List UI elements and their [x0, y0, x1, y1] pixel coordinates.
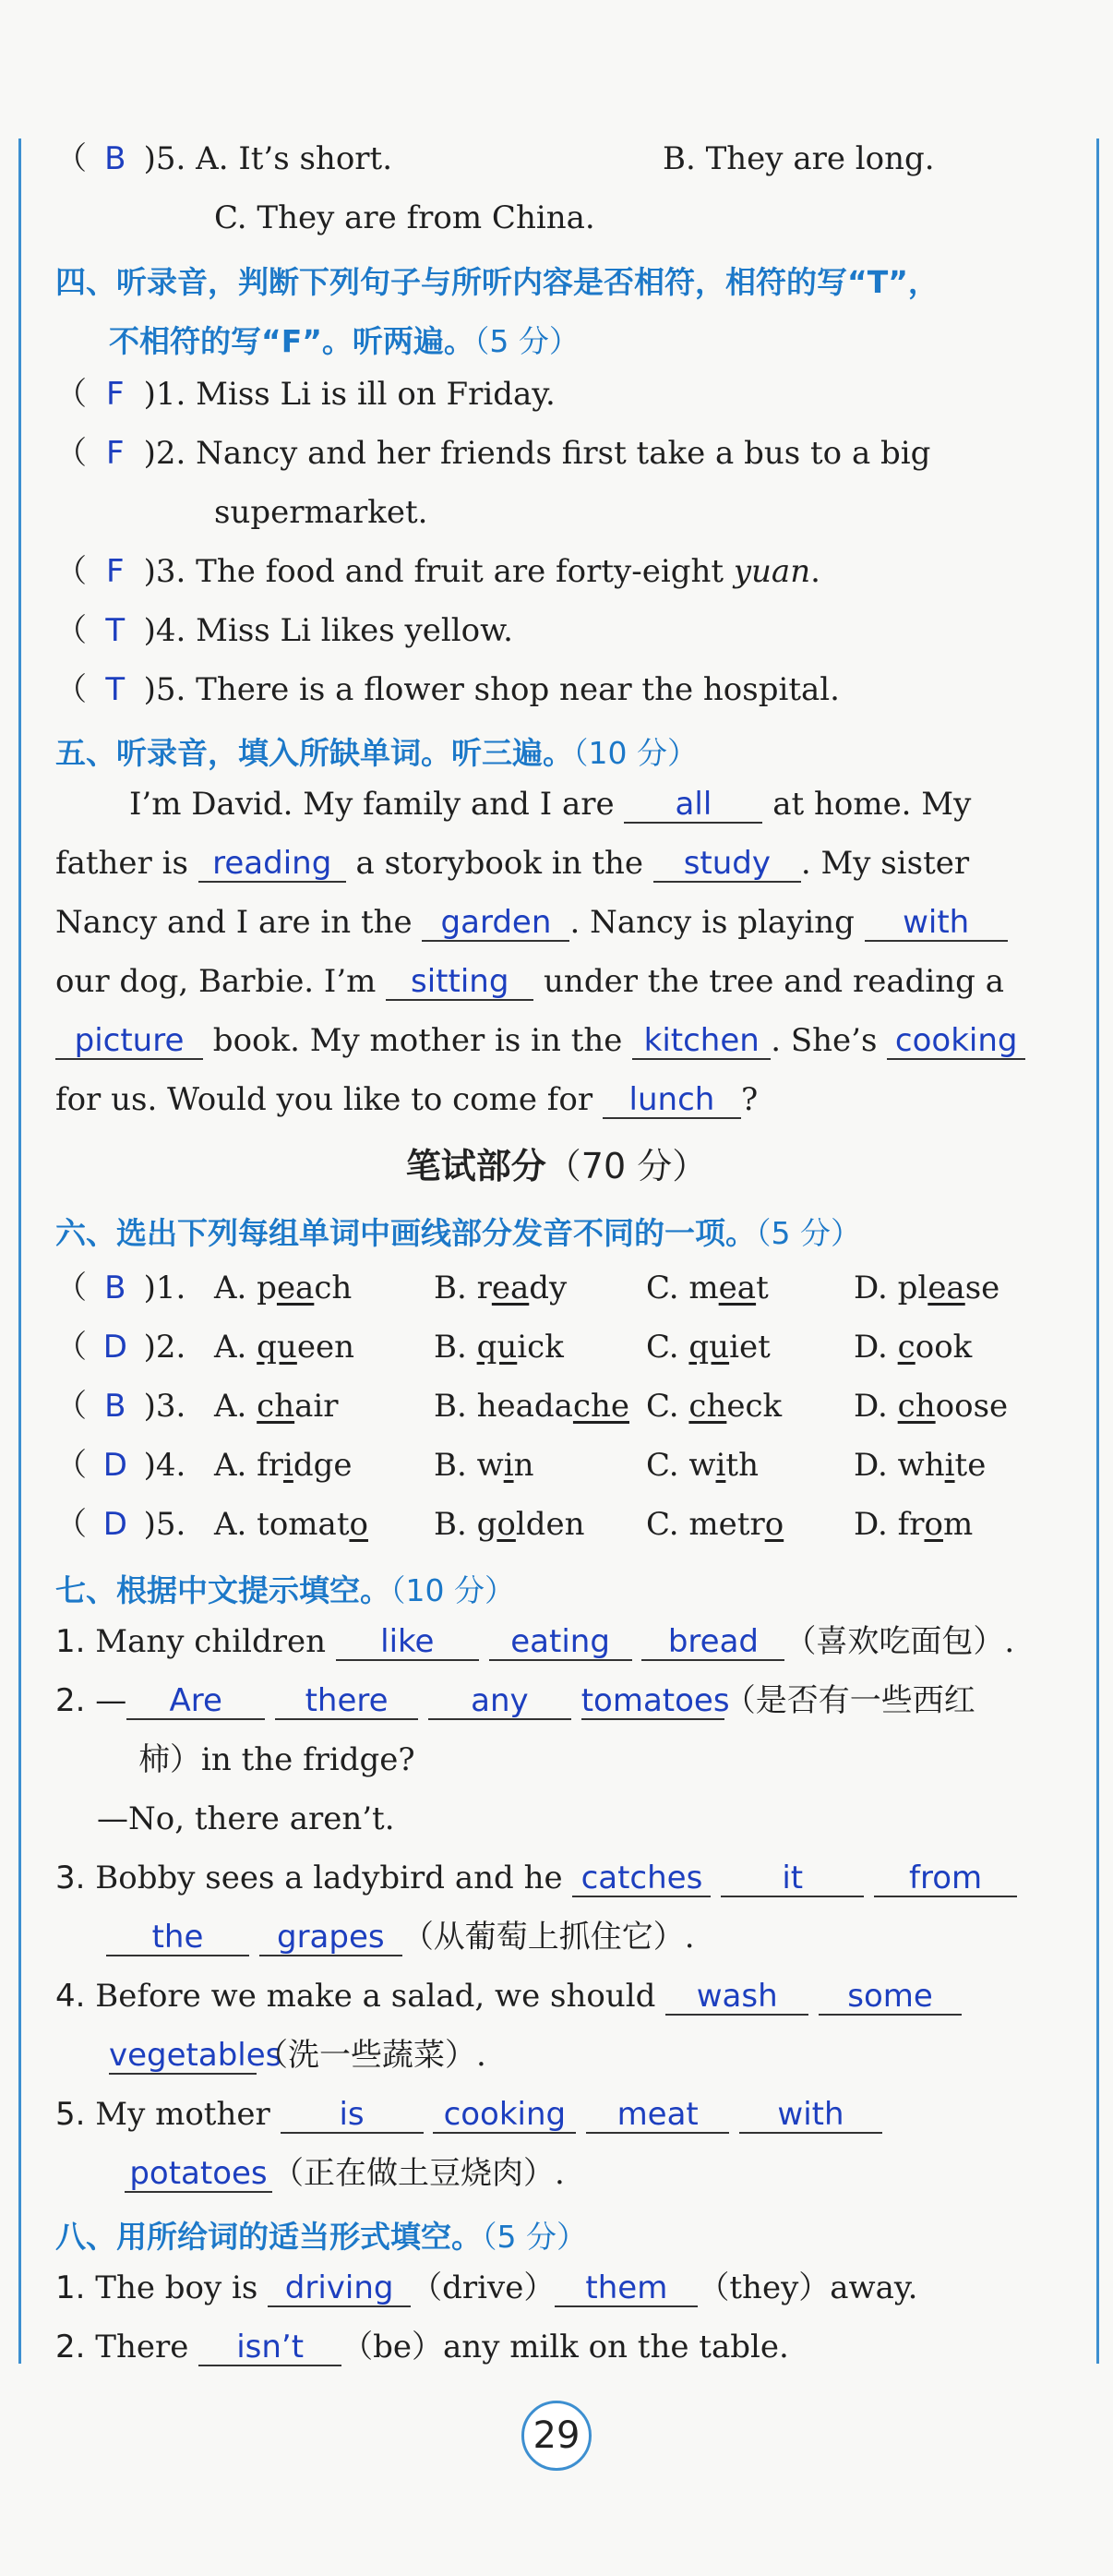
blank[interactable]: them [555, 2270, 698, 2307]
s6-q5: （ D )5. [55, 1506, 186, 1543]
answer: B [104, 1270, 126, 1306]
blank[interactable]: vegetables [109, 2037, 282, 2074]
written-part-title: 笔试部分（70 分） [405, 1146, 708, 1186]
section-8-heading: 八、用所给词的适当形式填空。（5 分） [55, 2219, 587, 2255]
blank-1[interactable]: all [624, 787, 762, 824]
s7-q2: 2. — Are there any tomatoes（是否有一些西红 [55, 1682, 975, 1719]
s4-q3: （ F )3. The food and fruit are forty-eight yuan. [55, 553, 820, 590]
option-d: D. white [854, 1447, 987, 1484]
answer: B [104, 1388, 126, 1425]
s4-q2-cont: supermarket. [214, 494, 428, 531]
page-number: 29 [521, 2401, 592, 2471]
blank[interactable]: catches [572, 1860, 711, 1897]
blank-7[interactable]: picture [55, 1023, 203, 1060]
option-b: B. They are long. [663, 140, 935, 177]
blank[interactable]: wash [665, 1979, 808, 2016]
blank[interactable]: any [428, 1683, 571, 1720]
s4-q2: （ F )2. Nancy and her friends first take a bus to a big [55, 435, 931, 472]
s6-q2: （ D )2. [55, 1329, 186, 1366]
blank[interactable]: driving [268, 2270, 411, 2307]
option-a: A. It’s short. [196, 140, 393, 177]
s5-line2: father is reading a storybook in the study . My sister [55, 845, 970, 882]
option-b: B. golden [434, 1506, 585, 1543]
option-d: D. please [854, 1270, 1000, 1306]
option-d: D. cook [854, 1329, 973, 1366]
blank-4[interactable]: garden [422, 905, 569, 942]
option-c: C. They are from China. [214, 199, 595, 236]
option-a: A. queen [214, 1329, 354, 1366]
blank[interactable]: bread [641, 1624, 784, 1661]
section-4-heading-2: 不相符的写“F”。听两遍。（5 分） [109, 323, 580, 359]
s7-q2-cont: 柿）in the fridge? [138, 1741, 415, 1778]
blank[interactable]: meat [586, 2097, 729, 2134]
s3-q5: （ B )5. A. It’s short. [55, 140, 393, 177]
blank[interactable]: there [275, 1683, 418, 1720]
blank-6[interactable]: sitting [386, 964, 533, 1001]
blank[interactable]: is [281, 2097, 424, 2134]
blank-3[interactable]: study [653, 846, 801, 883]
option-b: B. headache [434, 1388, 629, 1425]
blank[interactable]: isn’t [198, 2329, 341, 2366]
option-a: A. peach [214, 1270, 353, 1306]
s7-q4-cont: vegetables（洗一些蔬菜）. [109, 2037, 486, 2074]
s4-q5: （ T )5. There is a flower shop near the hospital. [55, 671, 840, 708]
s5-line6: for us. Would you like to come for lunch ? [55, 1081, 759, 1118]
option-c: C. with [646, 1447, 759, 1484]
option-a: A. chair [214, 1388, 339, 1425]
option-c: C. check [646, 1388, 783, 1425]
s8-q1: 1. The boy is driving （drive） them （they）away. [55, 2269, 918, 2306]
option-d: D. choose [854, 1388, 1009, 1425]
s7-q3-cont: the grapes （从葡萄上抓住它）. [106, 1919, 695, 1956]
answer: D [102, 1506, 127, 1543]
blank-8[interactable]: kitchen [632, 1023, 771, 1060]
blank-10[interactable]: lunch [603, 1082, 741, 1119]
option-b: B. win [434, 1447, 534, 1484]
section-4-heading: 四、听录音，判断下列句子与所听内容是否相符，相符的写“T”， [55, 264, 939, 300]
s7-q5-cont: potatoes （正在做土豆烧肉）. [125, 2155, 565, 2193]
option-c: C. metro [646, 1506, 784, 1543]
s4-q1: （ F )1. Miss Li is ill on Friday. [55, 376, 556, 413]
option-d: D. from [854, 1506, 974, 1543]
option-c: C. quiet [646, 1329, 771, 1366]
s5-line3: Nancy and I are in the garden . Nancy is playing with [55, 904, 1008, 942]
blank[interactable]: the [106, 1920, 249, 1956]
left-margin-line [18, 138, 21, 2364]
section-6-heading: 六、选出下列每组单词中画线部分发音不同的一项。（5 分） [55, 1215, 861, 1251]
blank[interactable]: grapes [259, 1920, 402, 1956]
s7-q1: 1. Many children like eating bread （喜欢吃面包）. [55, 1623, 1015, 1660]
blank[interactable]: it [721, 1860, 864, 1897]
s5-line1: I’m David. My family and I are all at home. My [129, 786, 972, 823]
option-c: C. meat [646, 1270, 769, 1306]
answer: D [102, 1447, 127, 1484]
s5-line4: our dog, Barbie. I’m sitting under the tree and reading a [55, 963, 1004, 1000]
s6-q4: （ D )4. [55, 1447, 186, 1484]
s7-q5: 5. My mother is cooking meat with [55, 2096, 882, 2134]
blank-9[interactable]: cooking [887, 1023, 1025, 1060]
section-5-heading: 五、听录音，填入所缺单词。听三遍。（10 分） [55, 735, 698, 771]
option-a: A. tomato [214, 1506, 368, 1543]
blank[interactable]: potatoes [125, 2156, 272, 2193]
blank[interactable]: Are [126, 1683, 265, 1720]
s8-q2: 2. There isn’t （be）any milk on the table. [55, 2329, 789, 2365]
option-a: A. fridge [214, 1447, 353, 1484]
section-7-heading: 七、根据中文提示填空。（10 分） [55, 1572, 515, 1608]
blank[interactable]: like [336, 1624, 479, 1661]
blank[interactable]: tomatoes [580, 1682, 730, 1719]
right-margin-line [1096, 138, 1099, 2364]
s6-q1: （ B )1. [55, 1270, 186, 1306]
s6-q3: （ B )3. [55, 1388, 186, 1425]
answer: D [102, 1329, 127, 1366]
option-b: B. ready [434, 1270, 568, 1306]
blank-2[interactable]: reading [198, 846, 346, 883]
s7-q4: 4. Before we make a salad, we should wash some [55, 1978, 962, 2016]
s4-q4: （ T )4. Miss Li likes yellow. [55, 612, 513, 649]
answer: B [104, 140, 126, 177]
s5-line5: picture book. My mother is in the kitchen . She’s cooking [55, 1022, 1025, 1060]
s7-q3: 3. Bobby sees a ladybird and he catches it from [55, 1860, 1017, 1897]
blank[interactable]: cooking [433, 2097, 576, 2134]
blank-5[interactable]: with [865, 905, 1008, 942]
blank[interactable]: eating [489, 1624, 632, 1661]
s7-q2-reply: —No, there aren’t. [97, 1800, 395, 1837]
option-b: B. quick [434, 1329, 564, 1366]
blank[interactable]: with [739, 2097, 882, 2134]
blank[interactable]: some [819, 1979, 962, 2016]
blank[interactable]: from [874, 1860, 1017, 1897]
